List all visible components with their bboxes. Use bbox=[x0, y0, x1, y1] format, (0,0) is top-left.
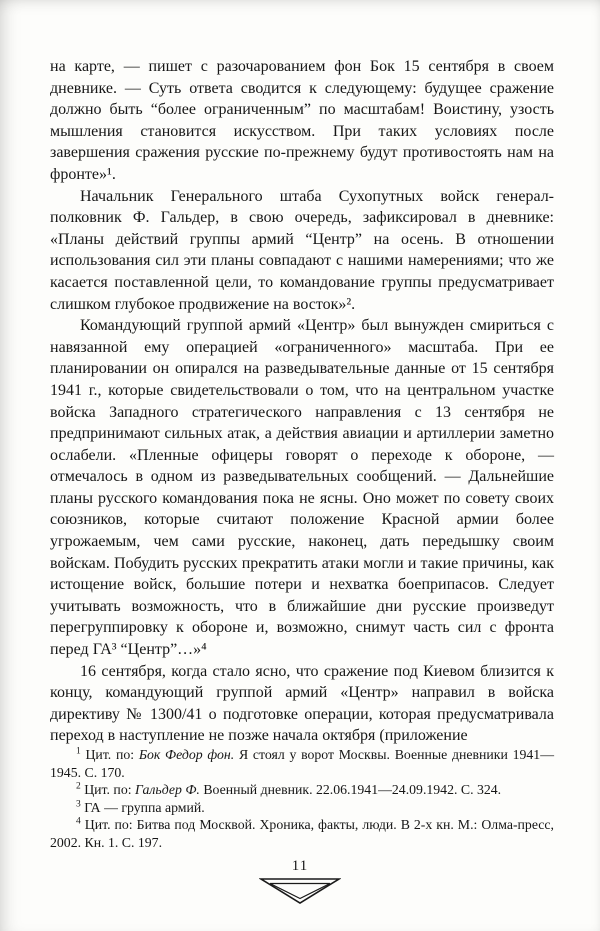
footnote bbox=[50, 781, 554, 799]
page-number: 11 bbox=[291, 858, 309, 874]
footnote-marker: 4 bbox=[76, 816, 81, 827]
footnote-pre: Цит. по: bbox=[80, 782, 136, 798]
paragraph: Командующий группой армий «Центр» был вынужден смириться с навязанной ему операцией «ограниченного» масштаба. При ее планировании он опирался на разведывательные данные от 15 сентября 1941 г., которые свидетельствовали о том, что на центральном участке войска Западного стратегического направления с 13 сентября не предпринимают сильных атак, а действия авиации и артиллерии заметно ослабели. «Пленные офицеры говорят о переходе к обороне, — отмечалось в одном из разведывательных сообщений. — Дальнейшие планы русского командования пока не ясны. Оно может по совету своих союзников, которые считают положение Красной армии более угрожаемым, чем сами русские, наконец, дать передышку своим войскам. Побудить русских прекратить атаки могли и такие причины, как истощение войск, большие потери и нехватка боеприпасов. Следует учитывать возможность, что в ближайшие дни русские произведут перегруппировку к обороне и, возможно, снимут часть сил с фронта перед ГА³ “Центр”…»⁴ bbox=[50, 317, 554, 659]
footnotes-section bbox=[50, 746, 554, 852]
footnote bbox=[50, 799, 554, 817]
footnote-text: Я стоял у ворот Москвы. Военные дневники 1941—1945. С. 170. bbox=[50, 747, 554, 780]
paragraph: 16 сентября, когда стало ясно, что сражение под Киевом близится к концу, командующий группой армий «Центр» направил в войска директиву № 1300/41 о подготовке операции, которая предусматривала переход в наступление не позже начала октября (приложение bbox=[50, 662, 554, 745]
footnote-text: ГА — группа армий. bbox=[84, 799, 205, 815]
paragraph: Начальник Генерального штаба Сухопутных войск генерал-полковник Ф. Гальдер, в свою очередь, зафиксировал в дневнике: «Планы действий группы армий “Центр” на осень. В отношении использования сил эти планы совпадают с нашими намерениями; что же касается поставленной цели, то командование группы предусматривает слишком глубокое продвижение на восток»². bbox=[50, 187, 554, 313]
footnote bbox=[50, 746, 554, 781]
triangle-ornament bbox=[259, 877, 341, 905]
footnote-marker: 1 bbox=[76, 746, 81, 757]
footnote-marker: 2 bbox=[76, 781, 81, 792]
paragraph: на карте, — пишет с разочарованием фон Бок 15 сентября в своем дневнике. — Суть ответа сводится к следующему: будущее сражение должно быть “более ограниченным” по масштабам! Воистину, узость мышления становится искусством. При таких условиях после завершения сражения русские по-прежнему будут противостоять нам на фронте»¹. bbox=[50, 58, 554, 183]
footnote-pre: Цит. по: bbox=[80, 747, 139, 762]
footnote-marker: 3 bbox=[76, 799, 81, 810]
footnote bbox=[50, 816, 554, 851]
footnote-text: Битва под Москвой. Хроника, факты, люди. В 2-х кн. М.: Олма-пресс, 2002. Кн. 1. С. 197. bbox=[50, 817, 554, 850]
footnote-author: Бок Федор фон. bbox=[138, 747, 235, 762]
footnote-text: Военный дневник. 22.06.1941—24.09.1942. С. 324. bbox=[199, 782, 502, 798]
footnote-pre: Цит. по: bbox=[80, 817, 137, 833]
body-text bbox=[50, 56, 554, 747]
page-footer bbox=[0, 858, 600, 905]
footnote-author: Гальдер Ф. bbox=[135, 782, 200, 798]
